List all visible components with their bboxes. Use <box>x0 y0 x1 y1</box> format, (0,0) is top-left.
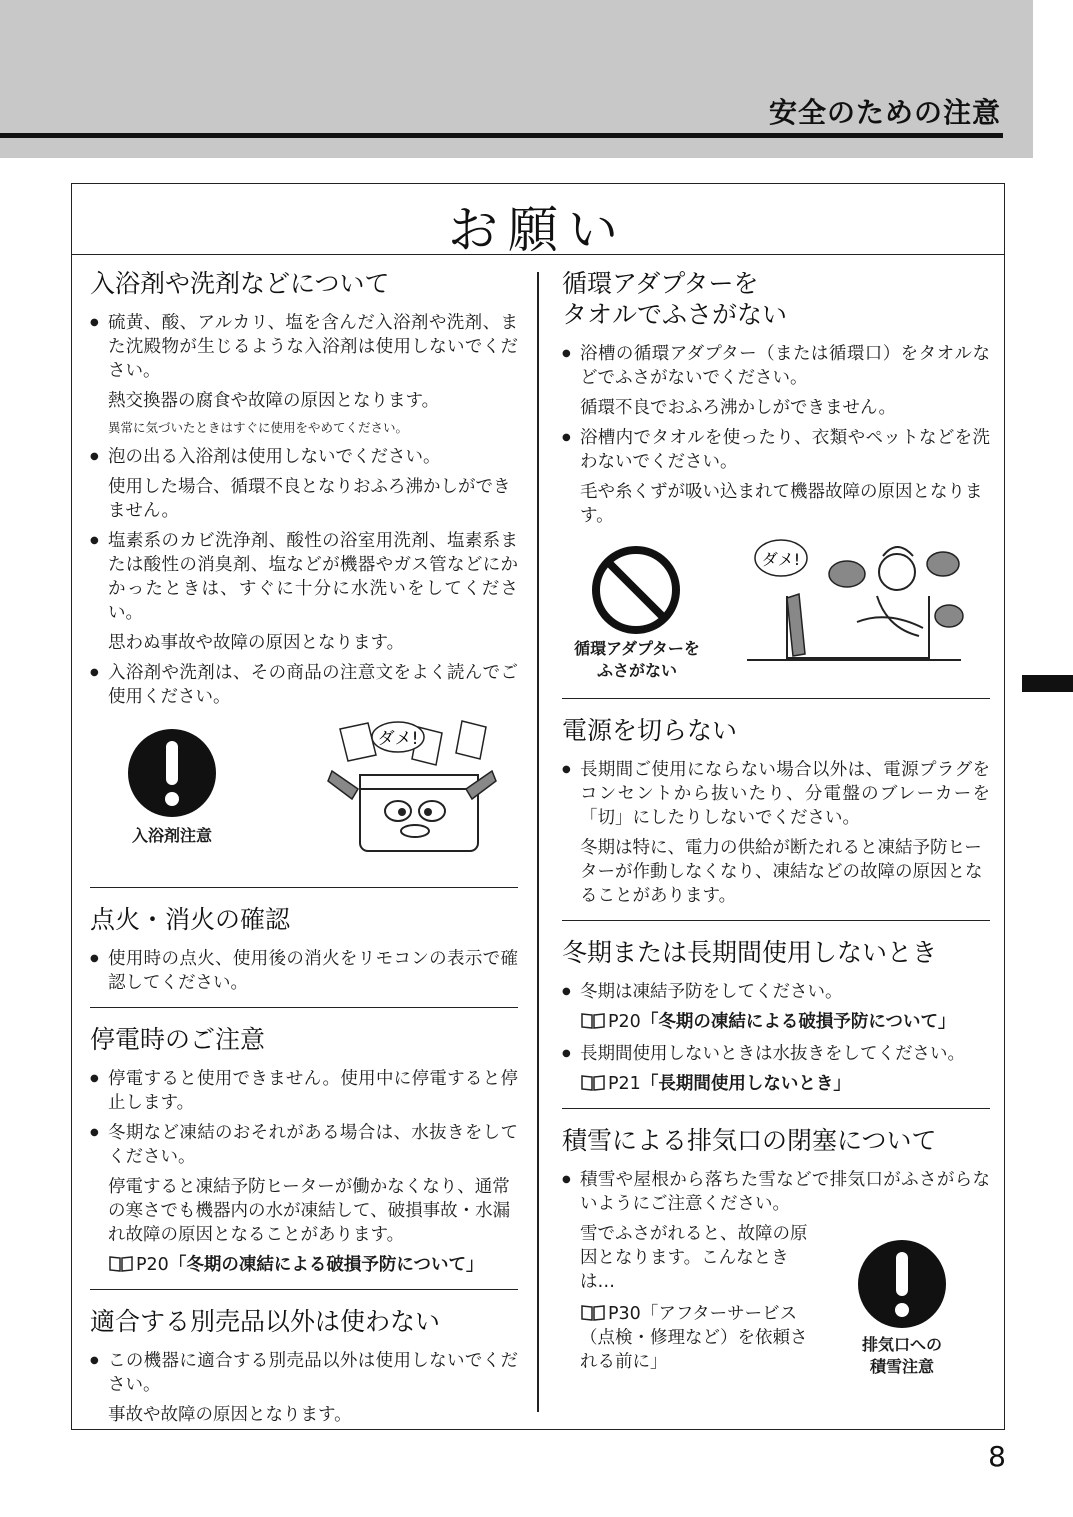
note-small-text: 異常に気づいたときはすぐに使用をやめてください。 <box>108 420 409 435</box>
bullet-item: ● 浴槽の循環アダプター（または循環口）をタオルなどでふさがないでください。 <box>562 342 990 390</box>
cartoon-speech-text: ダメ! <box>761 550 801 569</box>
bullet-item: ● 使用時の点火、使用後の消火をリモコンの表示で確認してください。 <box>90 947 518 995</box>
illustration-row <box>90 715 518 875</box>
reference-page: P20 <box>608 1012 641 1032</box>
section-accessories <box>90 1289 518 1427</box>
book-reference-icon <box>580 1074 606 1092</box>
section-title: 積雪による排気口の閉塞について <box>562 1126 937 1155</box>
cartoon-speech-text: ダメ! <box>377 729 419 749</box>
note-text: 思わぬ事故や故障の原因となります。 <box>108 633 405 653</box>
section-title: 電源を切らない <box>562 716 738 745</box>
bullet-item: ● 硫黄、酸、アルカリ、塩を含んだ入浴剤や洗剤、また沈殿物が生じるような入浴剤は使用しないでください。 <box>90 311 518 383</box>
reference-title: 「アフターサービス（点検・修理など）を依頼される前に」 <box>580 1304 808 1372</box>
section-power <box>562 698 990 908</box>
reference-title: 「長期間使用しないとき」 <box>640 1074 851 1094</box>
exclamation-warning-icon <box>128 729 216 817</box>
bullet-item: ● この機器に適合する別売品以外は使用しないでください。 <box>90 1349 518 1397</box>
book-reference-icon <box>580 1012 606 1030</box>
header-rule <box>0 133 1003 138</box>
snow-detail-row <box>562 1222 990 1392</box>
reference-title: 「冬期の凍結による破損予防について」 <box>640 1012 956 1032</box>
exclamation-warning-icon <box>858 1240 946 1328</box>
note-text: 使用した場合、循環不良となりおふろ沸かしができません。 <box>108 477 511 521</box>
page-reference <box>562 1010 990 1034</box>
page-header-title: 安全のための注意 <box>768 96 1001 129</box>
section-title: 冬期または長期間使用しないとき <box>562 938 938 967</box>
reference-page: P30 <box>608 1304 641 1324</box>
reference-page: P20 <box>136 1255 169 1275</box>
note-text: 毛や糸くずが吸い込まれて機器故障の原因となります。 <box>580 482 983 526</box>
bullet-item: ● 入浴剤や洗剤は、その商品の注意文をよく読んでご使用ください。 <box>90 661 518 709</box>
illustration-row <box>562 534 990 686</box>
section-winter <box>562 920 990 1096</box>
note-text: 循環不良でおふろ沸かしができません。 <box>580 398 897 418</box>
reference-title: 「冬期の凍結による破損予防について」 <box>168 1255 484 1275</box>
heater-cartoon-illustration <box>322 715 502 855</box>
icon-caption-line: 積雪注意 <box>869 1357 934 1376</box>
bullet-item: ● 長期間ご使用にならない場合以外は、電源プラグをコンセントから抜いたり、分電盤のブレーカーを「切」にしたりしないでください。 <box>562 758 990 830</box>
frame-title: お願い <box>448 201 628 259</box>
section-power-outage <box>90 1007 518 1277</box>
note-text: 冬期は特に、電力の供給が断たれると凍結予防ヒーターが作動しなくなり、凍結などの故障の原因となることがあります。 <box>580 838 983 906</box>
frame-title-row <box>72 184 1004 259</box>
bullet-item: ● 泡の出る入浴剤は使用しないでください。 <box>90 445 518 469</box>
note-text: 停電すると凍結予防ヒーターが働かなくなり、通常の寒さでも機器内の水が凍結して、破損事故・水漏れ故障の原因となることがあります。 <box>108 1177 511 1245</box>
page-reference <box>90 1253 518 1277</box>
reference-page: P21 <box>608 1074 641 1094</box>
note-text: 事故や故障の原因となります。 <box>108 1405 352 1425</box>
notice-frame <box>71 183 1005 1430</box>
book-reference-icon <box>108 1255 134 1273</box>
section-title: 入浴剤や洗剤などについて <box>90 269 390 298</box>
section-title: 適合する別売品以外は使わない <box>90 1307 441 1336</box>
left-column <box>90 268 518 1433</box>
column-divider <box>537 272 539 1412</box>
icon-caption-line: 循環アダプターを <box>574 639 700 658</box>
bullet-item: ● 冬期など凍結のおそれがある場合は、水抜きをしてください。 <box>90 1121 518 1169</box>
bullet-item: ● 積雪や屋根から落ちた雪などで排気口がふさがらないようにご注意ください。 <box>562 1168 990 1216</box>
icon-caption-line: ふさがない <box>596 661 677 680</box>
note-text: 雪でふさがれると、故障の原因となります。こんなときは… <box>580 1224 808 1292</box>
section-adapter <box>562 268 990 686</box>
bullet-item: ● 塩素系のカビ洗浄剤、酸性の浴室用洗剤、塩素系または酸性の消臭剤、塩などが機器やガス管などにかかったときは、すぐに十分に水洗いをしてください。 <box>90 529 518 625</box>
bullet-item: ● 冬期は凍結予防をしてください。 <box>562 980 990 1004</box>
page-reference <box>562 1072 990 1096</box>
icon-caption: 入浴剤注意 <box>131 826 212 845</box>
icon-caption <box>562 638 712 682</box>
section-ignition <box>90 887 518 995</box>
icon-caption <box>834 1334 970 1378</box>
section-title: 停電時のご注意 <box>90 1025 266 1054</box>
icon-caption-line: 排気口への <box>861 1335 942 1354</box>
note-text: 熱交換器の腐食や故障の原因となります。 <box>108 391 440 411</box>
section-bath-additives <box>90 268 518 875</box>
prohibited-icon <box>590 544 682 636</box>
bullet-item: ● 長期間使用しないときは水抜きをしてください。 <box>562 1042 990 1066</box>
bullet-item: ● 浴槽内でタオルを使ったり、衣類やペットなどを洗わないでください。 <box>562 426 990 474</box>
page-reference <box>562 1302 812 1374</box>
section-snow <box>562 1108 990 1392</box>
section-title-line: 循環アダプターを <box>562 269 759 298</box>
section-title: 点火・消火の確認 <box>90 905 291 934</box>
section-title-line: タオルでふさがない <box>562 300 788 329</box>
chapter-index-tab <box>1022 675 1073 692</box>
section-title <box>562 268 990 330</box>
book-reference-icon <box>580 1304 606 1322</box>
bathtub-cartoon-illustration <box>747 536 987 666</box>
bullet-item: ● 停電すると使用できません。使用中に停電すると停止します。 <box>90 1067 518 1115</box>
right-column <box>562 268 990 1392</box>
page-number: 8 <box>988 1440 1006 1473</box>
